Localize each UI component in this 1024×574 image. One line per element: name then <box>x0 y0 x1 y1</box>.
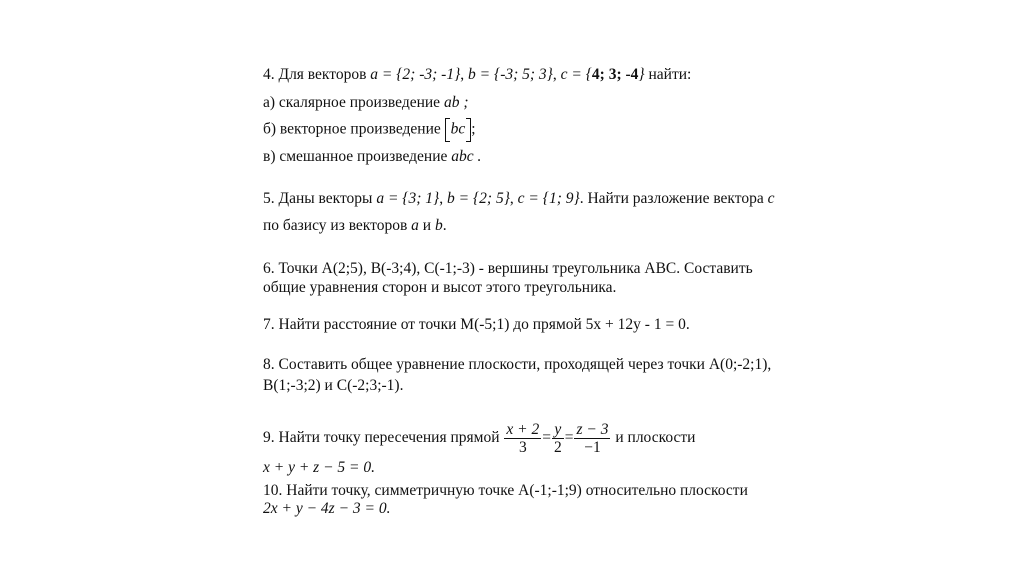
p4-item-b-label: б) векторное произведение <box>263 120 441 138</box>
problem-4-line-1: 4. Для векторов a = {2; -3; -1}, b = {-3; 5; 3}, c = {4; 3; -4} найти: <box>263 66 692 83</box>
p4-item-b-end: ; <box>471 120 476 138</box>
p9-tail: и плоскости <box>615 429 696 446</box>
p9-f2-den: 2 <box>553 438 562 456</box>
problem-4-item-c <box>263 148 481 166</box>
problem-5-line-2 <box>263 217 447 235</box>
p5-intro: 5. Даны векторы <box>263 190 373 207</box>
p9-fraction-y <box>552 421 564 456</box>
p5-end: . <box>442 217 447 234</box>
p5-vec-a: a <box>411 217 419 234</box>
p9-intro: 9. Найти точку пересечения прямой <box>263 429 500 446</box>
problem-8-line-2: B(1;-3;2) и C(-2;3;-1). <box>263 377 404 394</box>
problem-9-line-1 <box>263 420 695 456</box>
problem-6-line-1: 6. Точки A(2;5), B(-3;4), C(-1;-3) - вершины треугольника ABC. Составить <box>263 260 753 277</box>
p4-intro: 4. Для векторов <box>263 66 367 83</box>
p4-item-a-expr: ab ; <box>443 94 469 111</box>
p9-f1-den: 3 <box>518 438 527 456</box>
problem-10-line-1: 10. Найти точку, симметричную точке A(-1;-1;9) относительно плоскости <box>263 482 748 499</box>
problem-6-line-2: общие уравнения сторон и высот этого треугольника. <box>263 279 617 296</box>
p5-and: и <box>422 217 432 234</box>
p9-fraction-z <box>574 421 610 456</box>
problem-4-item-a <box>263 94 468 112</box>
p4-item-c-expr: abc . <box>451 148 482 165</box>
p4-vector-a: a = {2; -3; -1} <box>370 66 461 83</box>
p4-vector-b: b = {-3; 5; 3} <box>468 66 553 83</box>
p9-f1-num: x + 2 <box>506 420 540 438</box>
p9-f3-den: −1 <box>584 438 601 456</box>
p9-fraction-x <box>504 421 541 456</box>
p4-vector-c-values: 4; 3; -4 <box>591 66 639 83</box>
p9-eq-1: = <box>542 429 551 446</box>
p9-eq-2: = <box>564 429 574 446</box>
problem-9-plane: x + y + z − 5 = 0. <box>263 459 376 476</box>
p5-vector-c: c = {1; 9} <box>517 190 580 207</box>
p5-vec-b: b <box>434 217 443 234</box>
p5-vector-a: a = {3; 1} <box>376 190 440 207</box>
p4-tail: найти: <box>648 66 692 83</box>
p4-item-a-label: а) скалярное произведение <box>263 94 441 111</box>
p4-vector-c-pre: c = { <box>560 66 592 83</box>
p4-item-c-label: в) смешанное произведение <box>263 148 448 165</box>
problem-5-line-1: 5. Даны векторы a = {3; 1}, b = {2; 5}, c = {1; 9}. Найти разложение вектора c <box>263 190 775 207</box>
p5-vector-b: b = {2; 5} <box>447 190 510 207</box>
p4-item-b-expr: bc <box>450 120 466 138</box>
p5-line2: по базису из векторов <box>263 217 408 234</box>
p9-f2-num: y <box>552 421 564 439</box>
problem-7-line-1: 7. Найти расстояние от точки M(-5;1) до прямой 5x + 12y - 1 = 0. <box>263 316 690 333</box>
p4-vector-c-post: } <box>638 66 645 83</box>
p9-f3-num: z − 3 <box>576 420 609 438</box>
p5-vec-c: c <box>767 190 775 207</box>
problem-4-item-b <box>263 118 476 142</box>
p5-line1-tail: . Найти разложение вектора <box>579 190 764 207</box>
problem-10-line-2: 2x + y − 4z − 3 = 0. <box>263 500 391 517</box>
left-bracket <box>445 118 450 142</box>
problem-8-line-1: 8. Составить общее уравнение плоскости, проходящей через точки A(0;-2;1), <box>263 356 772 373</box>
